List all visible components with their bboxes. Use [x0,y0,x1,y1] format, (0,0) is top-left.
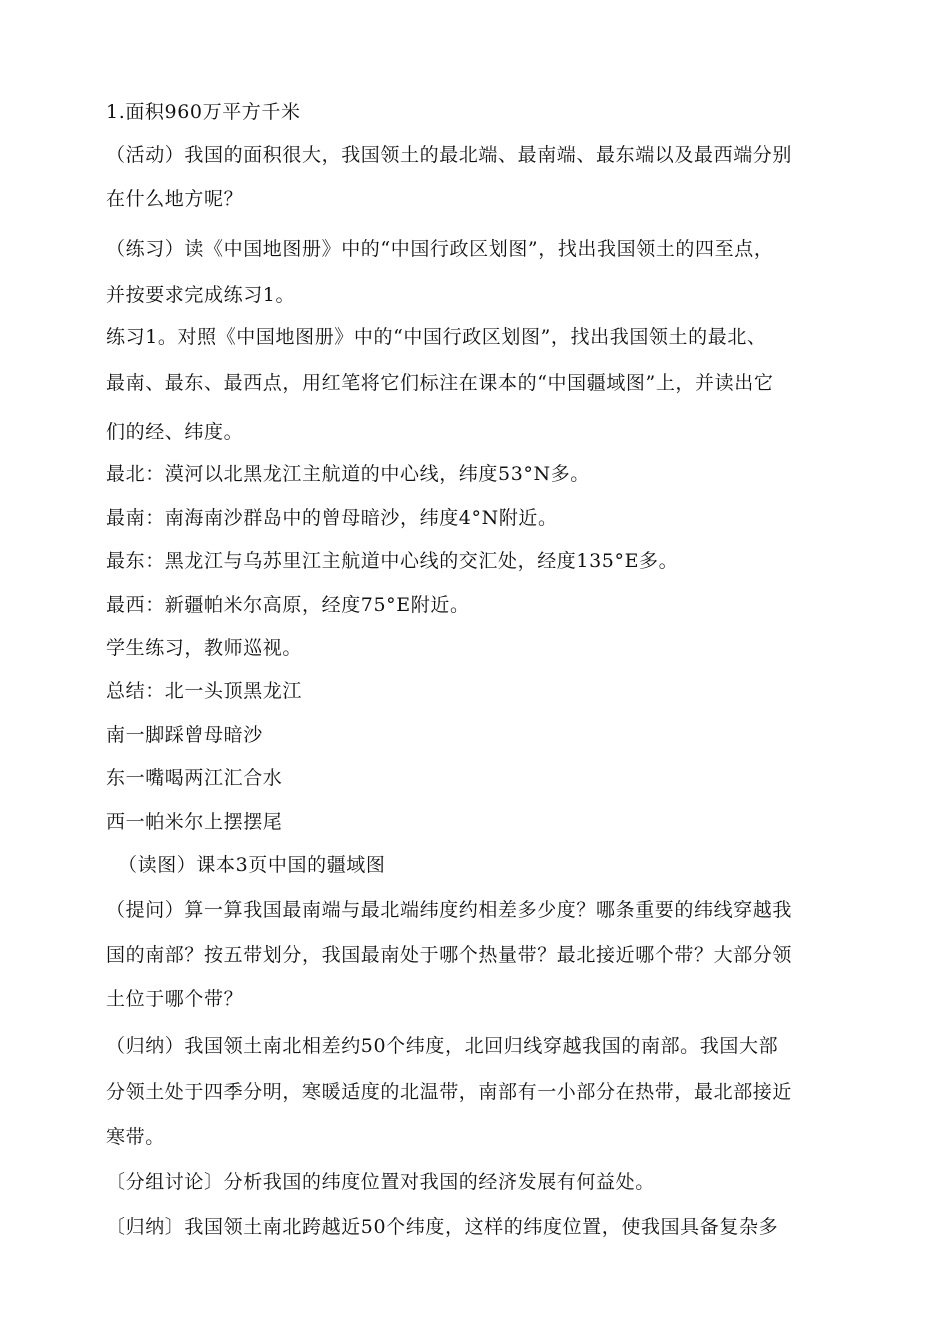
answer-south: 最南：南海南沙群岛中的曾母暗沙，纬度4°N附近。 [106,507,558,529]
paragraph-line: 练习1。对照《中国地图册》中的“中国行政区划图”，找出我国领土的最北、 [106,326,767,348]
paragraph-line: 土位于哪个带？ [106,988,244,1010]
paragraph-line: 〔分组讨论〕分析我国的纬度位置对我国的经济发展有何益处。 [106,1171,655,1193]
heading-area: 1.面积960万平方千米 [106,101,301,123]
summary-south: 南一脚踩曾母暗沙 [106,724,263,746]
paragraph-line: （提问）算一算我国最南端与最北端纬度约相差多少度？哪条重要的纬线穿越我 [106,899,793,921]
paragraph-line: 们的经、纬度。 [106,421,244,443]
paragraph-line: （练习）读《中国地图册》中的“中国行政区划图”，找出我国领土的四至点， [106,238,774,260]
summary-east: 东一嘴喝两江汇合水 [106,767,283,789]
paragraph-line: 在什么地方呢？ [106,188,244,210]
answer-north: 最北：漠河以北黑龙江主航道的中心线，纬度53°N多。 [106,463,590,485]
paragraph-line: 分领土处于四季分明，寒暖适度的北温带，南部有一小部分在热带，最北部接近 [106,1081,793,1103]
paragraph-line: （归纳）我国领土南北相差约50个纬度，北回归线穿越我国的南部。我国大部 [106,1035,779,1057]
paragraph-line: 〔归纳〕我国领土南北跨越近50个纬度，这样的纬度位置，使我国具备复杂多 [106,1216,779,1238]
summary-north: 总结：北一头顶黑龙江 [106,680,303,702]
paragraph-line: （读图）课本3页中国的疆域图 [118,854,386,876]
paragraph-line: 国的南部？按五带划分，我国最南处于哪个热量带？最北接近哪个带？大部分领 [106,944,793,966]
paragraph-line: 学生练习，教师巡视。 [106,637,303,659]
paragraph-line: 寒带。 [106,1126,165,1148]
paragraph-line: （活动）我国的面积很大，我国领土的最北端、最南端、最东端以及最西端分别 [106,144,793,166]
answer-east: 最东：黑龙江与乌苏里江主航道中心线的交汇处，经度135°E多。 [106,550,679,572]
paragraph-line: 最南、最东、最西点，用红笔将它们标注在课本的“中国疆域图”上，并读出它 [106,372,774,394]
answer-west: 最西：新疆帕米尔高原，经度75°E附近。 [106,594,470,616]
paragraph-line: 并按要求完成练习1。 [106,284,296,306]
summary-west: 西一帕米尔上摆摆尾 [106,811,283,833]
